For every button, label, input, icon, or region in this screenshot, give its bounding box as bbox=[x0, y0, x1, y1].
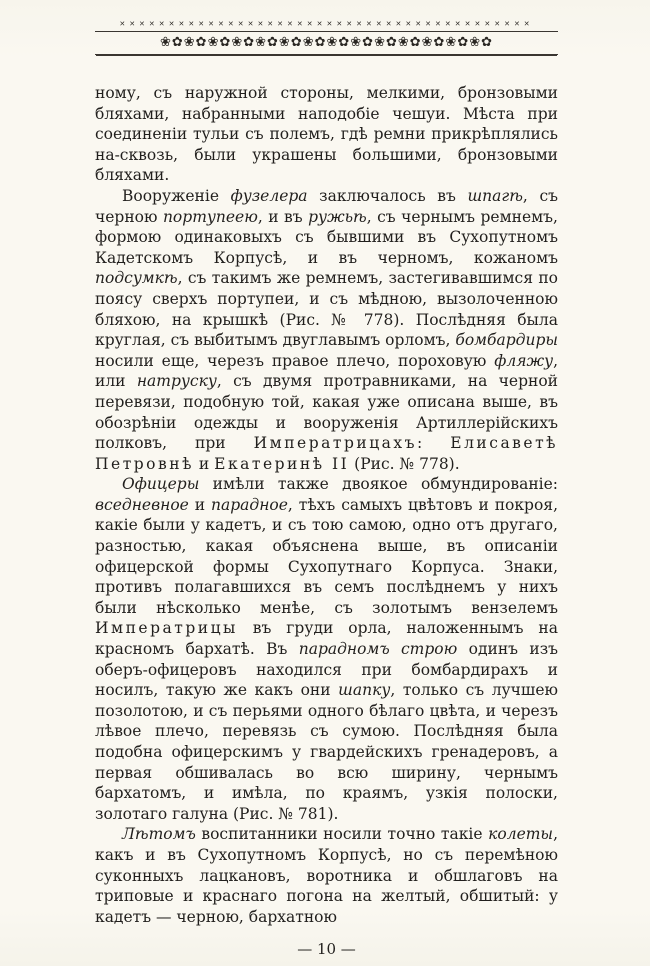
text-run: носили еще, черезъ правое плечо, пороховую bbox=[95, 351, 495, 370]
text-run: , съ чернымъ ремнемъ, формою одинаковыхъ съ бывшими въ Сухопутномъ Кадетскомъ Корпусѣ, и въ черномъ, кожаномъ bbox=[95, 207, 558, 267]
italic-text-run: подсумкѣ bbox=[95, 269, 178, 288]
text-run: , и въ bbox=[257, 207, 309, 226]
ornament-band: ❀✿❀✿❀✿❀✿❀✿❀✿❀✿❀✿❀✿❀✿❀✿❀✿❀✿❀✿ bbox=[95, 31, 558, 55]
letterspaced-text-run: Императрицахъ bbox=[253, 434, 418, 453]
text-block bbox=[95, 83, 558, 927]
letterspaced-text-run: Елисаветѣ Петровнѣ bbox=[95, 434, 559, 473]
text-run: , только съ лучшею позолотою, и съ перьями одного бѣлаго цвѣта, и черезъ лѣвое плечо, перевязь съ сумою. Послѣдняя была подобна офицерскимъ у гвардейскихъ гренадеровъ, а первая обшивалась во всю ширину, чернымъ бархатомъ, и имѣла, по краямъ, узкія полоски, золотаго галуна (Рис. № 781). bbox=[95, 681, 558, 823]
italic-text-run: Лѣтомъ bbox=[122, 825, 196, 844]
text-run: , или bbox=[95, 351, 558, 391]
italic-text-run: шпагѣ bbox=[467, 186, 523, 205]
text-run: въ груди орла, наложеннымъ на красномъ бархатѣ. Въ bbox=[95, 619, 558, 659]
paragraph bbox=[95, 474, 558, 824]
text-run: одинъ изъ оберъ-офицеровъ находился при бомбардирахъ и носилъ, такую же какъ они bbox=[95, 640, 559, 700]
text-run: , какъ и въ Сухопутномъ Корпусѣ, но съ перемѣною суконныхъ лацкановъ, воротника и обшлаговъ на триповые и краснаго погона на желтый, обшитый: у кадетъ — черною, бархатною bbox=[95, 825, 558, 926]
italic-text-run: Офицеры bbox=[122, 475, 200, 494]
page-number: — 10 — bbox=[297, 940, 356, 959]
text-run: ному, съ наружной стороны, мелкими, бронзовыми бляхами, набранными наподобіе чешуи. Мѣста при соединеніи тульи съ полемъ, гдѣ ремни прикрѣплялись на-сквозь, были украшены большими, бронзовыми бляхами. bbox=[95, 84, 558, 185]
italic-text-run: портупеею bbox=[162, 207, 258, 226]
italic-text-run: фузелера bbox=[230, 186, 308, 205]
text-run: имѣли также двоякое обмундированіе: bbox=[199, 475, 558, 494]
paragraph bbox=[95, 83, 558, 186]
text-run: , съ черною bbox=[95, 186, 558, 226]
text-run: (Рис. № 778). bbox=[349, 454, 460, 473]
italic-text-run: фляжу bbox=[494, 351, 554, 370]
text-run: и bbox=[193, 454, 215, 473]
italic-text-run: парадномъ строю bbox=[298, 640, 458, 659]
italic-text-run: колеты bbox=[488, 825, 554, 844]
letterspaced-text-run: Екатеринѣ II bbox=[214, 454, 350, 473]
text-run: Вооруженіе bbox=[122, 186, 231, 205]
italic-text-run: ружьѣ bbox=[308, 207, 367, 226]
paragraph bbox=[95, 824, 558, 927]
letterspaced-text-run: Императрицы bbox=[95, 619, 238, 638]
text-run: : bbox=[417, 434, 451, 453]
text-run: , тѣхъ самыхъ цвѣтовъ и покроя, какіе были у кадетъ, и съ тою самою, одно отъ другаго, разностью, какая объяснена выше, въ описаніи офицерской формы Сухопутнаго Корпуса. Знаки, противъ полагавшихся въ семъ послѣднемъ у нихъ были нѣсколько менѣе, съ золотымъ вензелемъ bbox=[95, 495, 559, 617]
italic-text-run: парадное bbox=[210, 495, 288, 514]
text-run: , съ двумя протравниками, на черной перевязи, подобную той, какая уже описана выше, въ обозрѣніи одежды и вооруженія Артиллерійскихъ полковъ, при bbox=[95, 372, 559, 453]
italic-text-run: бомбардиры bbox=[455, 331, 558, 350]
paragraph bbox=[95, 186, 558, 474]
text-run: заключалось въ bbox=[307, 186, 468, 205]
text-run: воспитанники носили точно такіе bbox=[195, 825, 489, 844]
text-run: , съ такимъ же ремнемъ, застегивавшимся по поясу сверхъ портупеи, и съ мѣдною, вызолоченною бляхою, на крышкѣ (Рис. № 778). Послѣдняя была круглая, съ выбитымъ двуглавымъ орломъ, bbox=[95, 269, 558, 350]
italic-text-run: вседневное bbox=[95, 495, 189, 514]
italic-text-run: натруску bbox=[136, 372, 217, 391]
italic-text-run: шапку bbox=[338, 681, 391, 700]
ornament-row-small: ✕✕✕✕✕✕✕✕✕✕✕✕✕✕✕✕✕✕✕✕✕✕✕✕✕✕✕✕✕✕✕✕✕✕✕✕✕✕✕✕✕✕ bbox=[119, 20, 534, 28]
text-run: и bbox=[188, 495, 211, 514]
